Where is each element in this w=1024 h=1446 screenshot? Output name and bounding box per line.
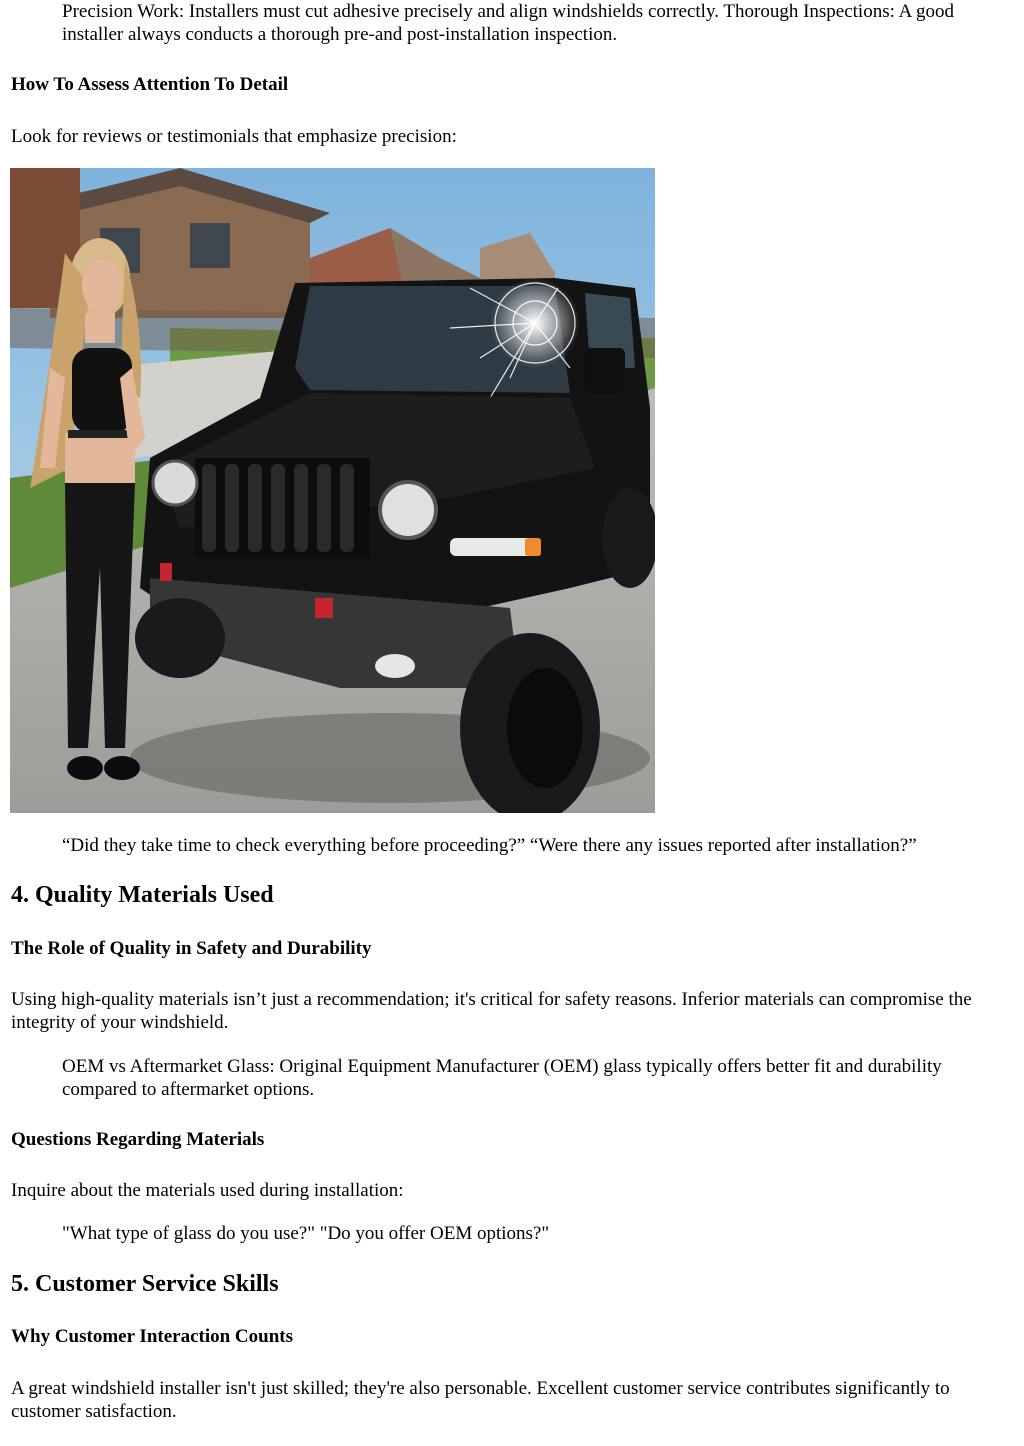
paragraph-high-quality-materials: Using high-quality materials isn’t just a recommendation; it's critical for safety reasons. Inferior materials can compromise the integrity of your windshield. [11, 989, 972, 1033]
heading-customer-interaction: Why Customer Interaction Counts [11, 1326, 294, 1347]
paragraph-inquire-materials: Inquire about the materials used during installation: [11, 1180, 404, 1201]
heading-customer-service: 5. Customer Service Skills [11, 1271, 279, 1297]
paragraph-great-installer: A great windshield installer isn't just skilled; they're also personable. Excellent customer service contributes significantly to customer satisfaction. [11, 1378, 950, 1422]
heading-attention-to-detail: How To Assess Attention To Detail [11, 74, 289, 95]
heading-quality-materials: 4. Quality Materials Used [11, 882, 274, 908]
quote-oem-vs-aftermarket: OEM vs Aftermarket Glass: Original Equipment Manufacturer (OEM) glass typically offers better fit and durability compared to aftermarket options. [62, 1056, 942, 1100]
jeep-cracked-windshield-photo [10, 168, 655, 813]
paragraph-look-for-reviews: Look for reviews or testimonials that emphasize precision: [11, 126, 457, 147]
heading-questions-materials: Questions Regarding Materials [11, 1129, 265, 1150]
quote-type-of-glass: "What type of glass do you use?" "Do you offer OEM options?" [62, 1223, 550, 1244]
intro-quote: Precision Work: Installers must cut adhesive precisely and align windshields correctly. Thorough Inspections: A good installer always conducts a thorough pre-and post-installation inspection. [62, 1, 955, 45]
heading-role-of-quality: The Role of Quality in Safety and Durability [11, 938, 372, 959]
quote-did-they-check: “Did they take time to check everything before proceeding?” “Were there any issues reported after installation?” [62, 835, 917, 856]
